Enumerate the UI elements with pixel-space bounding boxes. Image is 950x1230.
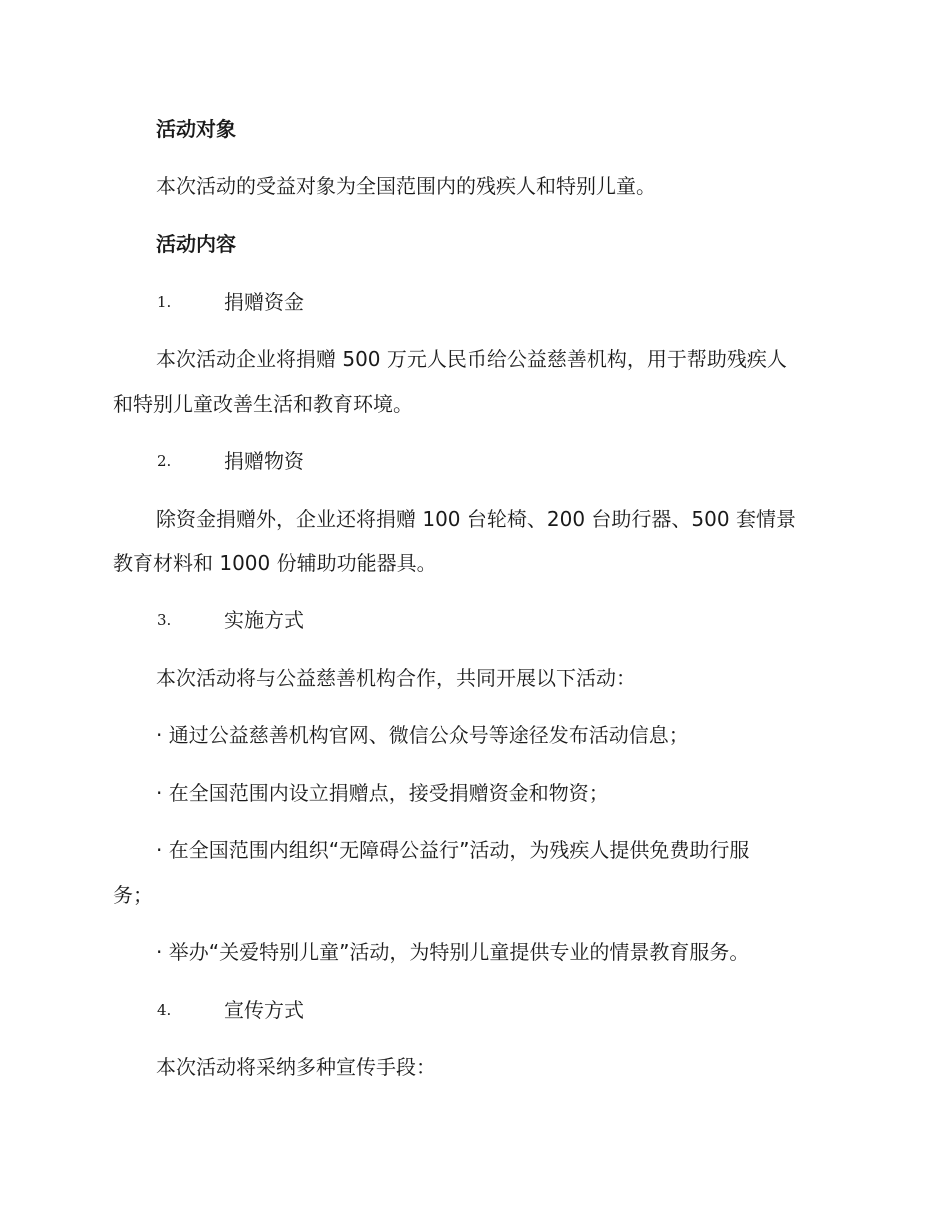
paragraph-line: 本次活动企业将捐赠 500 万元人民币给公益慈善机构，用于帮助残疾人 xyxy=(156,347,787,371)
item-number-4: 4. xyxy=(157,1001,172,1019)
bullet-item: · 举办“关爱特别儿童”活动，为特别儿童提供专业的情景教育服务。 xyxy=(156,940,750,964)
paragraph-line: 本次活动将与公益慈善机构合作，共同开展以下活动： xyxy=(156,666,636,690)
item-number-2: 2. xyxy=(157,452,172,470)
item-title-4: 宣传方式 xyxy=(224,998,304,1022)
paragraph-line: 本次活动将采纳多种宣传手段： xyxy=(156,1055,436,1079)
paragraph-line: 教育材料和 1000 份辅助功能器具。 xyxy=(113,551,437,575)
bullet-item-continuation: 务； xyxy=(113,883,153,907)
item-number-1: 1. xyxy=(157,293,172,311)
item-title-1: 捐赠资金 xyxy=(224,290,304,314)
paragraph-line: 除资金捐赠外，企业还将捐赠 100 台轮椅、200 台助行器、500 套情景 xyxy=(156,507,796,531)
bullet-item: · 在全国范围内组织“无障碍公益行”活动，为残疾人提供免费助行服 xyxy=(156,838,750,862)
item-title-3: 实施方式 xyxy=(224,608,304,632)
paragraph-line: 和特别儿童改善生活和教育环境。 xyxy=(113,392,413,416)
item-number-3: 3. xyxy=(157,611,172,629)
bullet-item: · 通过公益慈善机构官网、微信公众号等途径发布活动信息； xyxy=(156,723,689,747)
bullet-item: · 在全国范围内设立捐赠点，接受捐赠资金和物资； xyxy=(156,781,609,805)
item-title-2: 捐赠物资 xyxy=(224,449,304,473)
paragraph-target: 本次活动的受益对象为全国范围内的残疾人和特别儿童。 xyxy=(156,174,656,198)
section-heading-content: 活动内容 xyxy=(156,232,236,256)
section-heading-target: 活动对象 xyxy=(156,117,236,141)
